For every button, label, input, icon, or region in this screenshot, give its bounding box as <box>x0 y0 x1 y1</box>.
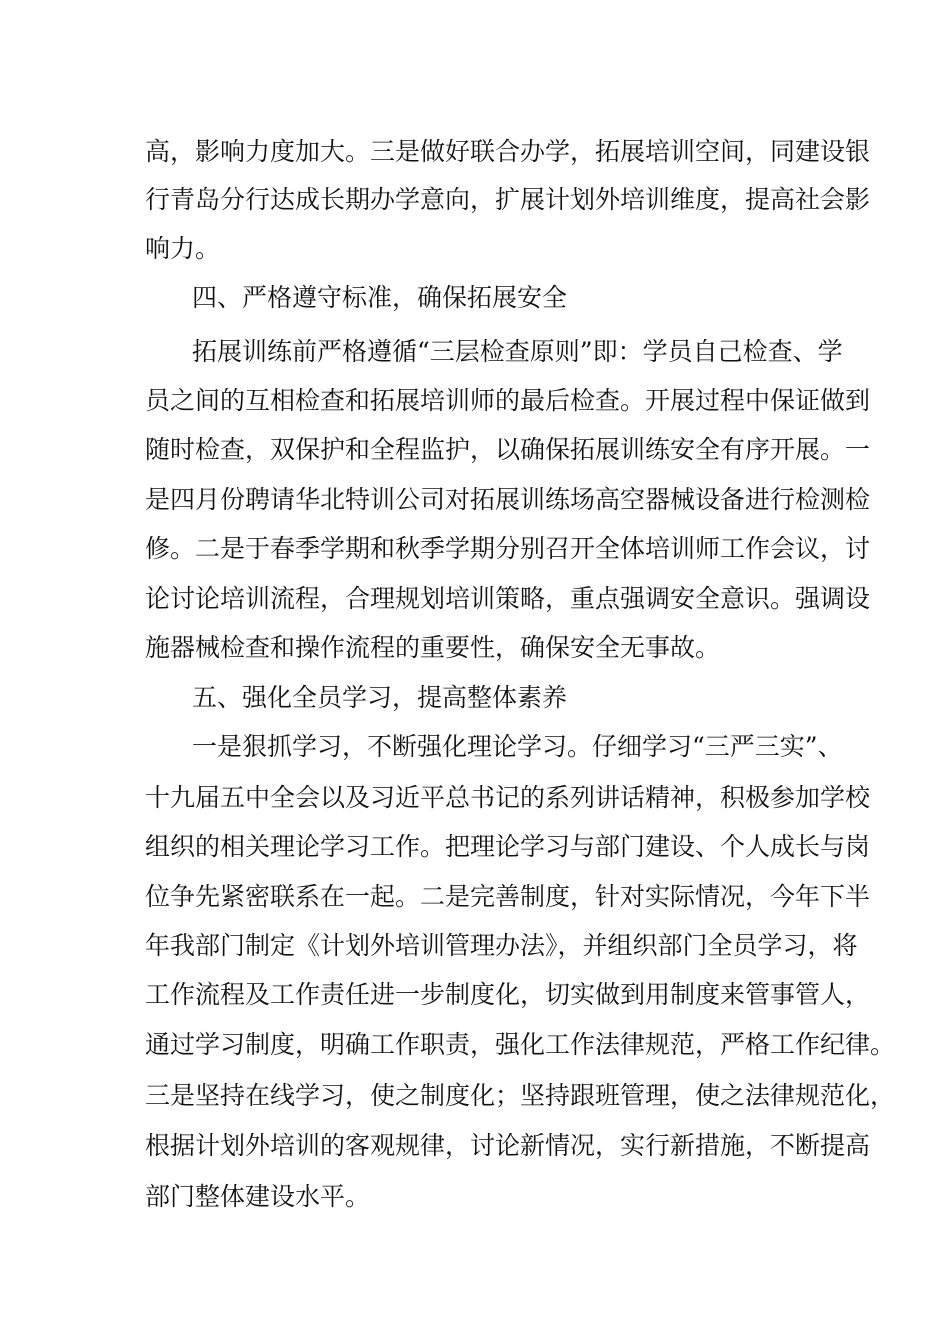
text-line: 部门整体建设水平。 <box>145 1182 371 1211</box>
text-line: 三是坚持在线学习，使之制度化；坚持跟班管理，使之法律规范化， <box>145 1081 896 1110</box>
text-line: 施器械检查和操作流程的重要性，确保安全无事故。 <box>145 633 721 662</box>
text-line: 工作流程及工作责任进一步制度化，切实做到用制度来管事管人， <box>145 980 871 1009</box>
text-line: 一是狠抓学习，不断强化理论学习。仔细学习“三严三实”、 <box>192 732 843 761</box>
text-line: 响力。 <box>145 234 221 263</box>
section-heading: 五、强化全员学习，提高整体素养 <box>192 683 568 712</box>
text-line: 修。二是于春季学期和秋季学期分别召开全体培训师工作会议，讨 <box>145 534 871 563</box>
text-line: 高，影响力度加大。三是做好联合办学，拓展培训空间，同建设银 <box>145 137 871 166</box>
text-line: 员之间的互相检查和拓展培训师的最后检查。开展过程中保证做到 <box>145 386 871 415</box>
text-line: 随时检查，双保护和全程监护，以确保拓展训练安全有序开展。一 <box>145 435 871 464</box>
text-line: 位争先紧密联系在一起。二是完善制度，针对实际情况，今年下半 <box>145 882 871 911</box>
text-line: 十九届五中全会以及习近平总书记的系列讲话精神，积极参加学校 <box>145 783 871 812</box>
text-line: 论讨论培训流程，合理规划培训策略，重点强调安全意识。强调设 <box>145 584 871 613</box>
text-line: 根据计划外培训的客观规律，讨论新情况，实行新措施，不断提高 <box>145 1131 871 1160</box>
section-heading: 四、严格遵守标准，确保拓展安全 <box>192 283 568 312</box>
text-line: 拓展训练前严格遵循“三层检查原则”即：学员自己检查、学 <box>192 337 843 366</box>
text-line: 行青岛分行达成长期办学意向，扩展计划外培训维度，提高社会影 <box>145 185 871 214</box>
text-line: 组织的相关理论学习工作。把理论学习与部门建设、个人成长与岗 <box>145 832 871 861</box>
text-line: 年我部门制定《计划外培训管理办法》，并组织部门全员学习，将 <box>145 931 858 960</box>
text-line: 通过学习制度，明确工作职责，强化工作法律规范，严格工作纪律。 <box>145 1030 896 1059</box>
text-line: 是四月份聘请华北特训公司对拓展训练场高空器械设备进行检测检 <box>145 485 871 514</box>
